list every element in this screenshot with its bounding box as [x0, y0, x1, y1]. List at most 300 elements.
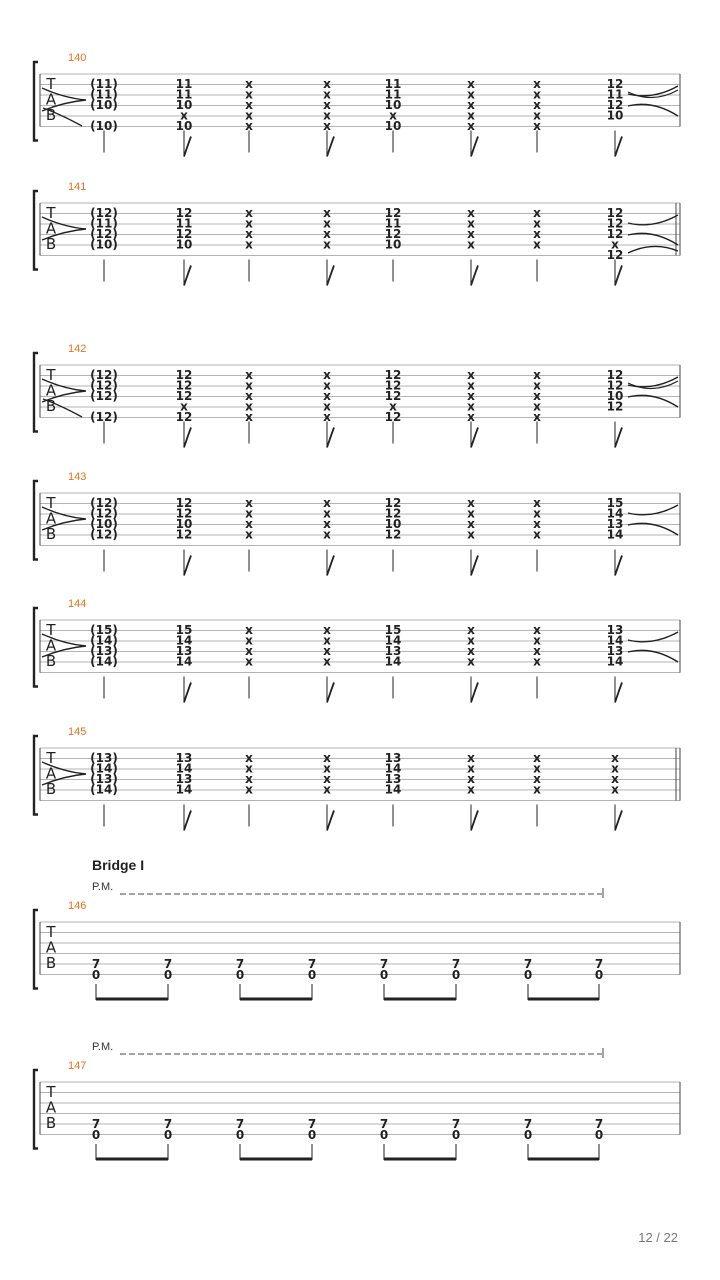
- fret-number: x: [533, 506, 541, 521]
- fret-number: 7: [451, 957, 461, 971]
- fret-number: 12: [175, 206, 193, 220]
- fret-number: x: [467, 633, 475, 648]
- tab-clef-letter: B: [45, 954, 57, 972]
- fret-number: x: [467, 399, 475, 414]
- fret-number: x: [533, 87, 541, 102]
- note-flag: [615, 266, 622, 286]
- bar-number: 145: [68, 726, 87, 738]
- system-brace: [34, 353, 38, 432]
- fret-number: 15: [606, 496, 624, 510]
- fret-number: 7: [91, 957, 101, 971]
- fret-number: (15): [90, 623, 118, 637]
- fret-number: 7: [451, 1117, 461, 1131]
- note-flag: [471, 556, 478, 576]
- fret-number: 11: [384, 87, 402, 102]
- note-flag: [184, 266, 191, 286]
- fret-number: (14): [90, 782, 118, 797]
- fret-number: x: [323, 206, 331, 220]
- fret-number: 12: [606, 248, 624, 262]
- fret-number: 7: [594, 1117, 604, 1131]
- fret-number: x: [533, 517, 541, 531]
- fret-number: 15: [384, 623, 402, 637]
- fret-number: 0: [594, 968, 604, 982]
- fret-number: x: [323, 87, 331, 102]
- fret-number: x: [467, 654, 475, 669]
- fret-number: 12: [175, 378, 193, 393]
- tab-clef-letter: B: [45, 780, 57, 798]
- fret-number: x: [533, 77, 541, 91]
- note-flag: [471, 428, 478, 448]
- fret-number: x: [467, 644, 475, 658]
- fret-number: 7: [91, 1117, 101, 1131]
- fret-number: 14: [175, 782, 193, 797]
- tab-clef-letter: T: [46, 1083, 56, 1101]
- fret-number: x: [245, 644, 253, 658]
- fret-number: (10): [90, 237, 118, 252]
- fret-number: 0: [91, 1128, 101, 1142]
- tab-clef-letter: A: [45, 636, 57, 655]
- fret-number: x: [323, 644, 331, 658]
- fret-number: x: [467, 772, 475, 786]
- fret-number: x: [245, 782, 253, 797]
- fret-number: 12: [606, 378, 624, 393]
- fret-number: 14: [175, 633, 193, 648]
- palm-mute-label: P.M.: [92, 881, 114, 893]
- note-flag: [615, 811, 622, 831]
- fret-number: x: [245, 98, 253, 112]
- fret-number: x: [467, 368, 475, 382]
- fret-number: 14: [384, 782, 402, 797]
- note-flag: [471, 683, 478, 703]
- fret-number: x: [245, 399, 253, 414]
- note-flag: [184, 556, 191, 576]
- fret-number: x: [323, 751, 331, 765]
- fret-number: 0: [307, 968, 317, 982]
- tie-out-mark: [628, 90, 678, 98]
- fret-number: x: [245, 654, 253, 669]
- fret-number: x: [245, 496, 253, 510]
- fret-number: 14: [606, 654, 624, 669]
- tab-clef-letter: T: [46, 923, 56, 941]
- fret-number: 12: [175, 527, 193, 542]
- fret-number: 12: [384, 527, 402, 542]
- system-brace: [34, 191, 38, 270]
- fret-number: 11: [606, 87, 624, 102]
- bar-number: 146: [68, 900, 87, 912]
- fret-number: 14: [606, 633, 624, 648]
- fret-number: x: [533, 399, 541, 414]
- fret-number: 7: [235, 957, 245, 971]
- fret-number: 10: [175, 517, 193, 531]
- fret-number: (12): [90, 389, 118, 403]
- note-flag: [471, 811, 478, 831]
- tie-out-mark: [628, 381, 678, 389]
- fret-number: x: [533, 119, 541, 133]
- fret-number: x: [467, 216, 475, 231]
- fret-number: 7: [594, 957, 604, 971]
- fret-number: x: [467, 98, 475, 112]
- fret-number: 14: [384, 761, 402, 776]
- section-title: Bridge I: [92, 857, 145, 873]
- fret-number: 12: [606, 98, 624, 112]
- fret-number: x: [323, 410, 331, 424]
- fret-number: 12: [384, 506, 402, 521]
- fret-number: x: [533, 761, 541, 776]
- fret-number: x: [389, 108, 397, 123]
- tab-clef-letter: A: [45, 381, 57, 400]
- fret-number: x: [533, 389, 541, 403]
- fret-number: 0: [451, 968, 461, 982]
- fret-number: 7: [163, 957, 173, 971]
- fret-number: (11): [90, 216, 118, 231]
- tie-out-mark: [628, 505, 678, 535]
- tab-clef-letter: T: [46, 749, 56, 767]
- fret-number: 0: [379, 1128, 389, 1142]
- fret-number: 0: [235, 968, 245, 982]
- fret-number: x: [467, 517, 475, 531]
- fret-number: x: [533, 368, 541, 382]
- fret-number: 7: [523, 1117, 533, 1131]
- fret-number: 14: [175, 761, 193, 776]
- page-number: 12 / 22: [638, 1230, 678, 1245]
- fret-number: x: [245, 772, 253, 786]
- fret-number: x: [323, 98, 331, 112]
- fret-number: 10: [384, 119, 402, 133]
- fret-number: 14: [384, 633, 402, 648]
- fret-number: x: [323, 77, 331, 91]
- fret-number: x: [245, 389, 253, 403]
- fret-number: 12: [384, 206, 402, 220]
- fret-number: 12: [175, 410, 193, 424]
- note-flag: [615, 683, 622, 703]
- tab-clef-letter: A: [45, 938, 57, 957]
- note-flag: [615, 556, 622, 576]
- fret-number: x: [323, 399, 331, 414]
- fret-number: (13): [90, 751, 118, 765]
- fret-number: x: [467, 378, 475, 393]
- fret-number: x: [245, 237, 253, 252]
- fret-number: 11: [384, 77, 402, 91]
- fret-number: (14): [90, 761, 118, 776]
- note-flag: [615, 137, 622, 157]
- fret-number: x: [611, 751, 619, 765]
- fret-number: (12): [90, 368, 118, 382]
- tab-clef-letter: T: [46, 494, 56, 512]
- fret-number: x: [323, 237, 331, 252]
- fret-number: 7: [307, 957, 317, 971]
- fret-number: 10: [175, 98, 193, 112]
- fret-number: x: [245, 633, 253, 648]
- fret-number: x: [467, 227, 475, 241]
- fret-number: 0: [307, 1128, 317, 1142]
- fret-number: x: [467, 87, 475, 102]
- fret-number: x: [611, 782, 619, 797]
- fret-number: (12): [90, 496, 118, 510]
- tie-out-mark: [628, 377, 678, 407]
- tie-out-mark: [628, 632, 678, 662]
- fret-number: x: [245, 527, 253, 542]
- tab-clef-letter: T: [46, 621, 56, 639]
- fret-number: x: [467, 751, 475, 765]
- system-brace: [34, 1070, 38, 1149]
- fret-number: x: [467, 496, 475, 510]
- fret-number: 12: [175, 389, 193, 403]
- fret-number: 14: [606, 506, 624, 521]
- system-brace: [34, 608, 38, 687]
- fret-number: (12): [90, 527, 118, 542]
- fret-number: 11: [175, 77, 193, 91]
- fret-number: x: [245, 108, 253, 123]
- note-flag: [184, 428, 191, 448]
- fret-number: x: [533, 496, 541, 510]
- fret-number: x: [533, 654, 541, 669]
- fret-number: 15: [175, 623, 193, 637]
- fret-number: x: [533, 751, 541, 765]
- fret-number: x: [245, 410, 253, 424]
- tab-clef-letter: A: [45, 509, 57, 528]
- tab-clef-letter: A: [45, 1098, 57, 1117]
- fret-number: 12: [384, 410, 402, 424]
- system-brace: [34, 481, 38, 560]
- fret-number: 12: [606, 216, 624, 231]
- fret-number: x: [533, 410, 541, 424]
- fret-number: 13: [384, 772, 402, 786]
- fret-number: 0: [235, 1128, 245, 1142]
- fret-number: x: [323, 108, 331, 123]
- fret-number: 12: [606, 206, 624, 220]
- fret-number: x: [533, 378, 541, 393]
- fret-number: 13: [175, 644, 193, 658]
- fret-number: 10: [175, 237, 193, 252]
- fret-number: x: [533, 227, 541, 241]
- tie-out-mark: [628, 215, 678, 245]
- fret-number: x: [245, 216, 253, 231]
- fret-number: 12: [606, 399, 624, 414]
- fret-number: x: [611, 772, 619, 786]
- fret-number: (11): [90, 77, 118, 91]
- fret-number: 11: [175, 216, 193, 231]
- fret-number: 12: [384, 496, 402, 510]
- fret-number: x: [533, 108, 541, 123]
- note-flag: [184, 683, 191, 703]
- note-flag: [327, 428, 334, 448]
- bar-number: 144: [68, 598, 87, 610]
- fret-number: x: [611, 237, 619, 252]
- fret-number: x: [323, 389, 331, 403]
- fret-number: 12: [384, 389, 402, 403]
- fret-number: x: [245, 378, 253, 393]
- note-flag: [327, 811, 334, 831]
- fret-number: x: [533, 633, 541, 648]
- fret-number: 13: [606, 517, 624, 531]
- fret-number: x: [323, 654, 331, 669]
- fret-number: 10: [384, 237, 402, 252]
- tab-clef-letter: B: [45, 652, 57, 670]
- fret-number: x: [245, 517, 253, 531]
- tab-clef-letter: B: [45, 525, 57, 543]
- fret-number: x: [533, 772, 541, 786]
- fret-number: x: [323, 368, 331, 382]
- fret-number: x: [323, 496, 331, 510]
- fret-number: x: [389, 399, 397, 414]
- fret-number: x: [245, 368, 253, 382]
- fret-number: 12: [606, 227, 624, 241]
- fret-number: x: [323, 378, 331, 393]
- fret-number: 13: [384, 644, 402, 658]
- fret-number: x: [245, 751, 253, 765]
- fret-number: x: [245, 119, 253, 133]
- fret-number: (11): [90, 87, 118, 102]
- fret-number: x: [323, 227, 331, 241]
- fret-number: 14: [175, 654, 193, 669]
- fret-number: x: [467, 119, 475, 133]
- fret-number: 12: [384, 378, 402, 393]
- fret-number: 0: [523, 968, 533, 982]
- fret-number: x: [467, 108, 475, 123]
- fret-number: x: [323, 782, 331, 797]
- fret-number: x: [245, 206, 253, 220]
- palm-mute-label: P.M.: [92, 1041, 114, 1053]
- fret-number: x: [467, 506, 475, 521]
- fret-number: 14: [384, 654, 402, 669]
- fret-number: (14): [90, 633, 118, 648]
- fret-number: x: [180, 399, 188, 414]
- fret-number: x: [533, 206, 541, 220]
- fret-number: 0: [163, 1128, 173, 1142]
- fret-number: (14): [90, 654, 118, 669]
- fret-number: (13): [90, 644, 118, 658]
- note-flag: [471, 266, 478, 286]
- note-flag: [327, 266, 334, 286]
- fret-number: x: [323, 633, 331, 648]
- fret-number: x: [245, 761, 253, 776]
- fret-number: x: [467, 410, 475, 424]
- fret-number: (12): [90, 506, 118, 521]
- system-brace: [34, 736, 38, 815]
- bar-number: 142: [68, 343, 87, 355]
- tab-clef-letter: A: [45, 764, 57, 783]
- fret-number: x: [533, 782, 541, 797]
- fret-number: 12: [175, 506, 193, 521]
- fret-number: 12: [175, 496, 193, 510]
- fret-number: x: [611, 761, 619, 776]
- fret-number: x: [533, 527, 541, 542]
- tab-clef-letter: A: [45, 90, 57, 109]
- fret-number: x: [467, 761, 475, 776]
- bar-number: 143: [68, 471, 87, 483]
- fret-number: 7: [163, 1117, 173, 1131]
- bar-number: 147: [68, 1060, 87, 1072]
- fret-number: x: [323, 761, 331, 776]
- fret-number: 12: [606, 368, 624, 382]
- fret-number: 13: [175, 751, 193, 765]
- fret-number: 12: [606, 77, 624, 91]
- fret-number: 7: [379, 1117, 389, 1131]
- fret-number: x: [323, 216, 331, 231]
- fret-number: (10): [90, 517, 118, 531]
- fret-number: (10): [90, 119, 118, 133]
- fret-number: x: [245, 623, 253, 637]
- fret-number: 10: [384, 98, 402, 112]
- fret-number: x: [323, 517, 331, 531]
- fret-number: 13: [175, 772, 193, 786]
- note-flag: [184, 137, 191, 157]
- tie-out-mark: [628, 246, 678, 253]
- fret-number: x: [467, 527, 475, 542]
- fret-number: x: [467, 623, 475, 637]
- bar-number: 140: [68, 52, 87, 64]
- fret-number: x: [467, 782, 475, 797]
- fret-number: 13: [384, 751, 402, 765]
- fret-number: x: [533, 644, 541, 658]
- fret-number: 7: [235, 1117, 245, 1131]
- fret-number: 10: [606, 389, 624, 403]
- fret-number: 10: [175, 119, 193, 133]
- note-flag: [471, 137, 478, 157]
- fret-number: 11: [384, 216, 402, 231]
- fret-number: 12: [175, 227, 193, 241]
- fret-number: x: [467, 206, 475, 220]
- note-flag: [184, 811, 191, 831]
- fret-number: 7: [379, 957, 389, 971]
- fret-number: (13): [90, 772, 118, 786]
- fret-number: x: [245, 87, 253, 102]
- fret-number: 0: [523, 1128, 533, 1142]
- fret-number: 10: [384, 517, 402, 531]
- note-flag: [327, 137, 334, 157]
- fret-number: x: [533, 216, 541, 231]
- fret-number: 0: [451, 1128, 461, 1142]
- system-brace: [34, 910, 38, 989]
- tab-clef-letter: A: [45, 219, 57, 238]
- system-brace: [34, 62, 38, 141]
- fret-number: 11: [175, 87, 193, 102]
- fret-number: x: [245, 77, 253, 91]
- tab-clef-letter: T: [46, 75, 56, 93]
- fret-number: 0: [163, 968, 173, 982]
- fret-number: x: [323, 772, 331, 786]
- tab-clef-letter: T: [46, 366, 56, 384]
- tab-clef-letter: B: [45, 235, 57, 253]
- fret-number: x: [323, 506, 331, 521]
- fret-number: 0: [594, 1128, 604, 1142]
- tab-clef-letter: B: [45, 1114, 57, 1132]
- tab-clef-letter: B: [45, 397, 57, 415]
- fret-number: 10: [606, 108, 624, 123]
- fret-number: 13: [606, 623, 624, 637]
- fret-number: (12): [90, 206, 118, 220]
- fret-number: x: [467, 237, 475, 252]
- fret-number: x: [323, 119, 331, 133]
- fret-number: 7: [307, 1117, 317, 1131]
- fret-number: x: [533, 623, 541, 637]
- fret-number: 14: [606, 527, 624, 542]
- fret-number: 13: [606, 644, 624, 658]
- fret-number: x: [467, 389, 475, 403]
- fret-number: x: [467, 77, 475, 91]
- fret-number: (10): [90, 98, 118, 112]
- fret-number: x: [533, 237, 541, 252]
- note-flag: [327, 683, 334, 703]
- fret-number: 12: [384, 227, 402, 241]
- fret-number: 12: [175, 368, 193, 382]
- fret-number: (12): [90, 227, 118, 241]
- fret-number: (12): [90, 410, 118, 424]
- fret-number: (12): [90, 378, 118, 393]
- fret-number: x: [245, 227, 253, 241]
- tie-out-mark: [628, 86, 678, 116]
- fret-number: x: [533, 98, 541, 112]
